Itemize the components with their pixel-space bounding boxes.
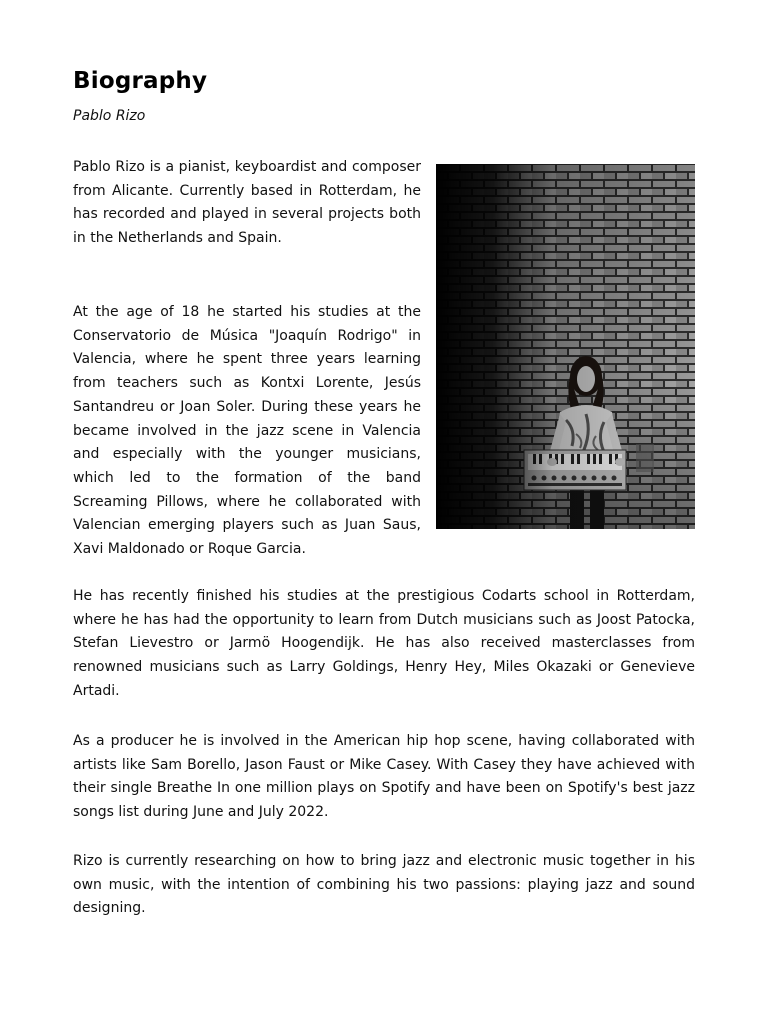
- paragraph-studies-valencia: At the age of 18 he started his studies at the Conservatorio de Música "Joaquín Rodrigo" in Valencia, where he spent three years learning from teachers such as Kontxi Lorente, Jesús Santandreu or Joan Soler. During these years he became involved in the jazz scene in Valencia and especially with the younger musicians, which led to the formation of the band Screaming Pillows, where he collaborated with Valencian emerging players such as Juan Saus, Xavi Maldonado or Roque Garcia.: [73, 304, 421, 558]
- paragraph-producer: As a producer he is involved in the American hip hop scene, having collaborated with artists like Sam Borello, Jason Faust or Mike Casey. With Casey they have achieved with their single Breathe In one million plays on Spotify and have been on Spotify's best jazz songs list during June and July 2022.: [73, 733, 695, 821]
- page-title: Biography: [73, 68, 208, 94]
- biography-page: [73, 0, 695, 1024]
- paragraph-research: Rizo is currently researching on how to bring jazz and electronic music together in his own music, with the intention of combining his two passions: playing jazz and sound designing.: [73, 853, 695, 917]
- musician-photo: [436, 164, 695, 529]
- paragraph-intro: Pablo Rizo is a pianist, keyboardist and composer from Alicante. Currently based in Rotterdam, he has recorded and played in several projects both in the Netherlands and Spain.: [73, 159, 421, 247]
- paragraph-codarts: He has recently finished his studies at the prestigious Codarts school in Rotterdam, where he has had the opportunity to learn from Dutch musicians such as Joost Patocka, Stefan Lievestro or Jarmö Hoogendijk. He has also received masterclasses from renowned musicians such as Larry Goldings, Henry Hey, Miles Okazaki or Genevieve Artadi.: [73, 588, 695, 699]
- author-name: Pablo Rizo: [73, 108, 146, 124]
